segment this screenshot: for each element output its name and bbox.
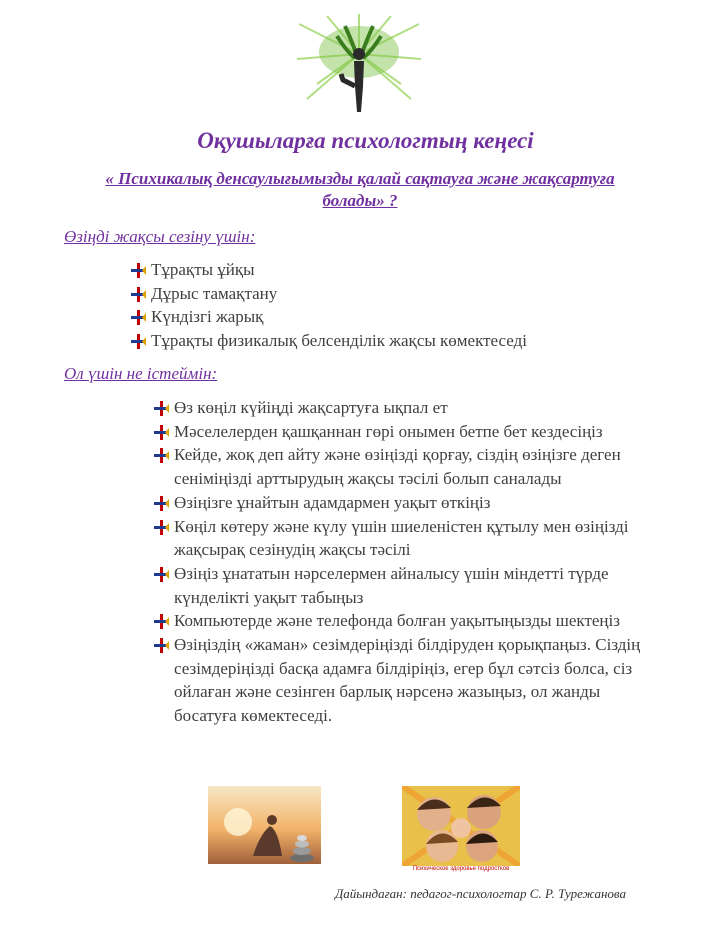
list-item: Өз көңіл күйіңді жақсартуға ықпал ет — [154, 396, 664, 420]
cross-arrow-bullet-icon — [131, 287, 146, 302]
cross-arrow-bullet-icon — [131, 310, 146, 325]
list-item: Күндізгі жарық — [131, 305, 527, 329]
subtitle-line-1: « Психикалық денсаулығымызды қалай сақтауға және жақсартуға — [105, 169, 615, 188]
cross-arrow-bullet-icon — [154, 496, 169, 511]
list-item: Өзіңіздің «жаман» сезімдеріңізді білдіруден қорықпаңыз. Сіздің сезімдеріңізді басқа адамға білдіріңіз, егер бұл сәтсіз болса, сіз ойлаған және сезінген барлық нәрсенә жазыңыз, ол жанды босатуға көмектеседі. — [154, 633, 664, 728]
author-footer: Дайындаған: педагог-психологтар С. Р. Турежанова — [335, 886, 626, 901]
section-heading-feel-good: Өзіңді жақсы сезіну үшін: — [64, 227, 256, 246]
cross-arrow-bullet-icon — [131, 263, 146, 278]
cross-arrow-bullet-icon — [154, 401, 169, 416]
cross-arrow-bullet-icon — [154, 614, 169, 629]
list-item: Дұрыс тамақтану — [131, 282, 527, 306]
cross-arrow-bullet-icon — [154, 448, 169, 463]
cross-arrow-bullet-icon — [154, 520, 169, 535]
yoga-tree-logo — [297, 14, 421, 114]
meditation-photo — [208, 786, 321, 864]
feel-good-list — [131, 258, 527, 352]
teenagers-photo — [402, 786, 520, 866]
page-subtitle — [60, 168, 660, 212]
cross-arrow-bullet-icon — [154, 638, 169, 653]
photo-caption: Психическое здоровье подростков — [412, 866, 510, 872]
subtitle-line-2: болады» ? — [322, 191, 398, 210]
cross-arrow-bullet-icon — [154, 425, 169, 440]
cross-arrow-bullet-icon — [131, 334, 146, 349]
list-item: Кейде, жоқ деп айту және өзіңізді қорғау, сіздің өзіңізге деген сеніміңізді арттырудың жақсы тәсілі болып саналады — [154, 443, 664, 490]
list-item: Мәселелерден қашқаннан гөрі онымен бетпе бет кездесіңіз — [154, 420, 664, 444]
page-title: Оқушыларға психологтың кеңесі — [197, 128, 534, 153]
list-item: Өзіңізге ұнайтын адамдармен уақыт өткіңіз — [154, 491, 664, 515]
list-item: Өзіңіз ұнататын нәрселермен айналысу үшін міндетті түрде күнделікті уақыт табыңыз — [154, 562, 664, 609]
cross-arrow-bullet-icon — [154, 567, 169, 582]
list-item: Көңіл көтеру және күлу үшін шиеленістен құтылу мен өзіңізді жақсырақ сезінудің жақсы тәсілі — [154, 515, 664, 562]
list-item: Тұрақты ұйқы — [131, 258, 527, 282]
what-to-do-list — [154, 396, 664, 728]
section-heading-what-to-do: Ол үшін не істеймін: — [64, 364, 218, 383]
list-item: Компьютерде және телефонда болған уақытыңызды шектеңіз — [154, 609, 664, 633]
list-item: Тұрақты физикалық белсенділік жақсы көмектеседі — [131, 329, 527, 353]
